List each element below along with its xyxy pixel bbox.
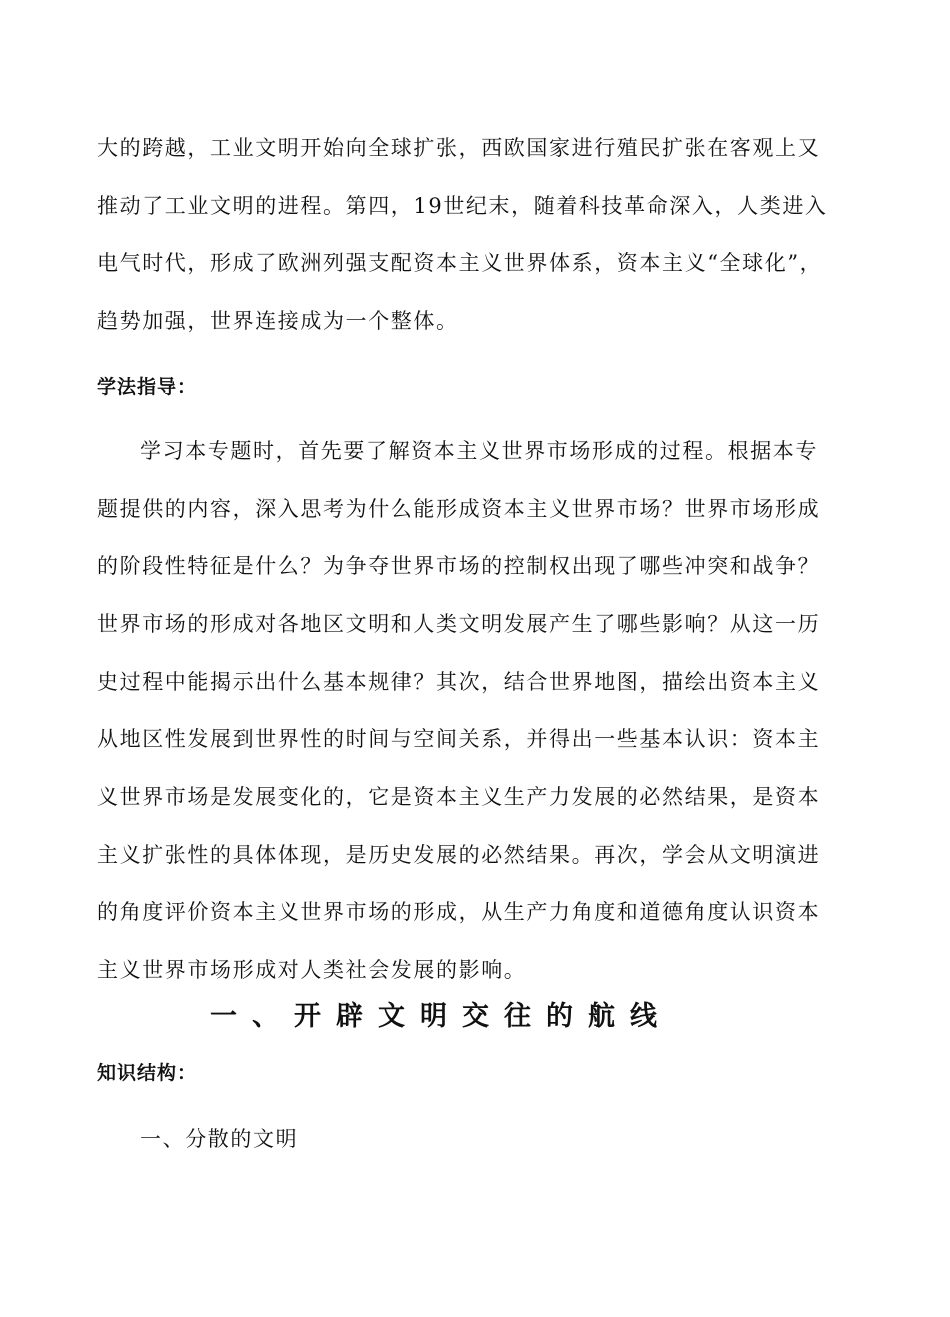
- study-guide-line-3: 的阶段性特征是什么？为争夺世界市场的控制权出现了哪些冲突和战争？: [97, 554, 821, 578]
- study-guide-line-2: 题提供的内容，深入思考为什么能形成资本主义世界市场？世界市场形成: [97, 497, 821, 521]
- intro-line-4: 趋势加强，世界连接成为一个整体。: [97, 309, 459, 333]
- study-guide-line-4: 世界市场的形成对各地区文明和人类文明发展产生了哪些影响？从这一历: [97, 612, 821, 636]
- study-guide-line-1: 学习本专题时，首先要了解资本主义世界市场形成的过程。根据本专: [140, 439, 818, 463]
- section-title: 一、开辟文明交往的航线: [210, 1001, 672, 1032]
- study-guide-line-7: 义世界市场是发展变化的，它是资本主义生产力发展的必然结果，是资本: [97, 785, 821, 809]
- study-guide-line-6: 从地区性发展到世界性的时间与空间关系，并得出一些基本认识：资本主: [97, 727, 821, 751]
- intro-line-3: 电气时代，形成了欧洲列强支配资本主义世界体系，资本主义“全球化”，: [97, 251, 823, 275]
- intro-line-2: 推动了工业文明的进程。第四，19世纪末，随着科技革命深入，人类进入: [97, 194, 828, 218]
- study-guide-line-10: 主义世界市场形成对人类社会发展的影响。: [97, 958, 527, 982]
- knowledge-structure-heading: 知识结构：: [97, 1062, 198, 1084]
- knowledge-structure-item-1: 一、分散的文明: [140, 1127, 299, 1151]
- study-guide-heading: 学法指导：: [97, 376, 198, 398]
- study-guide-line-9: 的角度评价资本主义世界市场的形成，从生产力角度和道德角度认识资本: [97, 900, 821, 924]
- intro-line-1: 大的跨越，工业文明开始向全球扩张，西欧国家进行殖民扩张在客观上又: [97, 136, 821, 160]
- study-guide-line-5: 史过程中能揭示出什么基本规律？其次，结合世界地图，描绘出资本主义: [97, 670, 821, 694]
- study-guide-line-8: 主义扩张性的具体体现，是历史发展的必然结果。再次，学会从文明演进: [97, 843, 821, 867]
